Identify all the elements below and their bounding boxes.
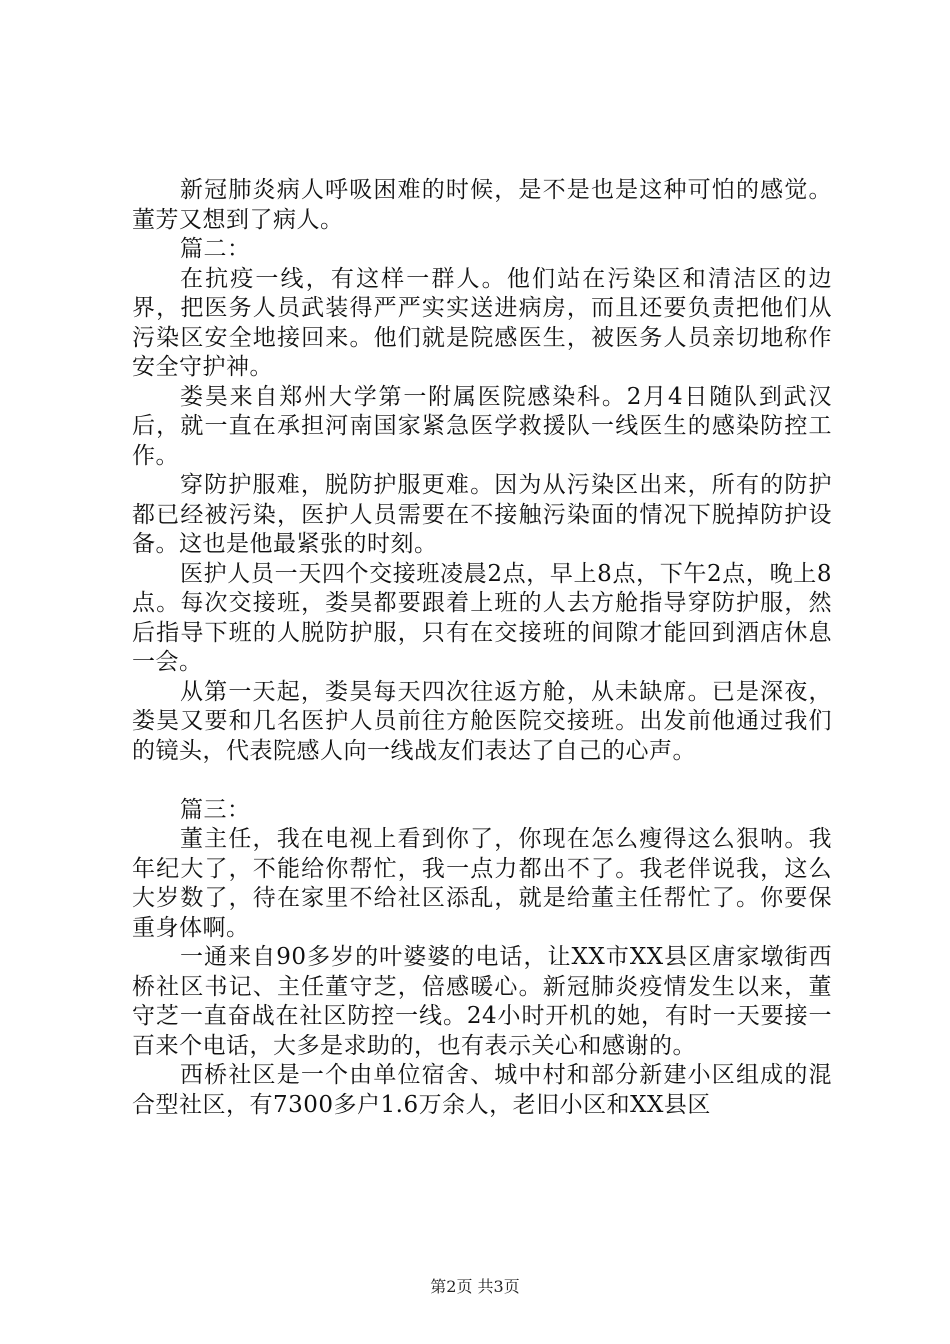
paragraph: 从第一天起，娄昊每天四次往返方舱，从未缺席。已是深夜，娄昊又要和几名医护人员前往方舱医院交接班。出发前他通过我们的镜头，代表院感人向一线战友们表达了自己的心声。: [132, 678, 832, 764]
document-body: [132, 176, 832, 1120]
section-heading: 篇二：: [180, 236, 251, 262]
paragraph: 西桥社区是一个由单位宿舍、城中村和部分新建小区组成的混合型社区，有7300多户1.6万余人，老旧小区和XX县区: [132, 1062, 832, 1118]
page-footer: 第2页 共3页: [430, 1277, 520, 1296]
section-heading: 篇三：: [180, 796, 251, 823]
paragraph: 一通来自90多岁的叶婆婆的电话，让XX市XX县区唐家墩街西桥社区书记、主任董守芝，倍感暖心。新冠肺炎疫情发生以来，董守芝一直奋战在社区防控一线。24小时开机的她，有时一天要接一百来个电话，大多是求助的，也有表示关心和感谢的。: [132, 944, 832, 1059]
paragraph: 在抗疫一线，有这样一群人。他们站在污染区和清洁区的边界，把医务人员武装得严严实实送进病房，而且还要负责把他们从污染区安全地接回来。他们就是院感医生，被医务人员亲切地称作安全守护神。: [132, 265, 832, 380]
paragraph: 新冠肺炎病人呼吸困难的时候，是不是也是这种可怕的感觉。董芳又想到了病人。: [132, 177, 832, 233]
paragraph: 穿防护服难，脱防护服更难。因为从污染区出来，所有的防护都已经被污染，医护人员需要在不接触污染面的情况下脱掉防护设备。这也是他最紧张的时刻。: [132, 472, 832, 557]
paragraph: 医护人员一天四个交接班凌晨2点，早上8点，下午2点，晚上8点。每次交接班，娄昊都要跟着上班的人去方舱指导穿防护服，然后指导下班的人脱防护服，只有在交接班的间隙才能回到酒店休息一会。: [132, 560, 832, 675]
paragraph: 董主任，我在电视上看到你了，你现在怎么瘦得这么狠呐。我年纪大了，不能给你帮忙，我一点力都出不了。我老伴说我，这么大岁数了，待在家里不给社区添乱，就是给董主任帮忙了。你要保重身体啊。: [132, 826, 832, 941]
paragraph: 娄昊来自郑州大学第一附属医院感染科。2月4日随队到武汉后，就一直在承担河南国家紧急医学救援队一线医生的感染防控工作。: [132, 383, 832, 469]
blank-line: [132, 766, 832, 796]
